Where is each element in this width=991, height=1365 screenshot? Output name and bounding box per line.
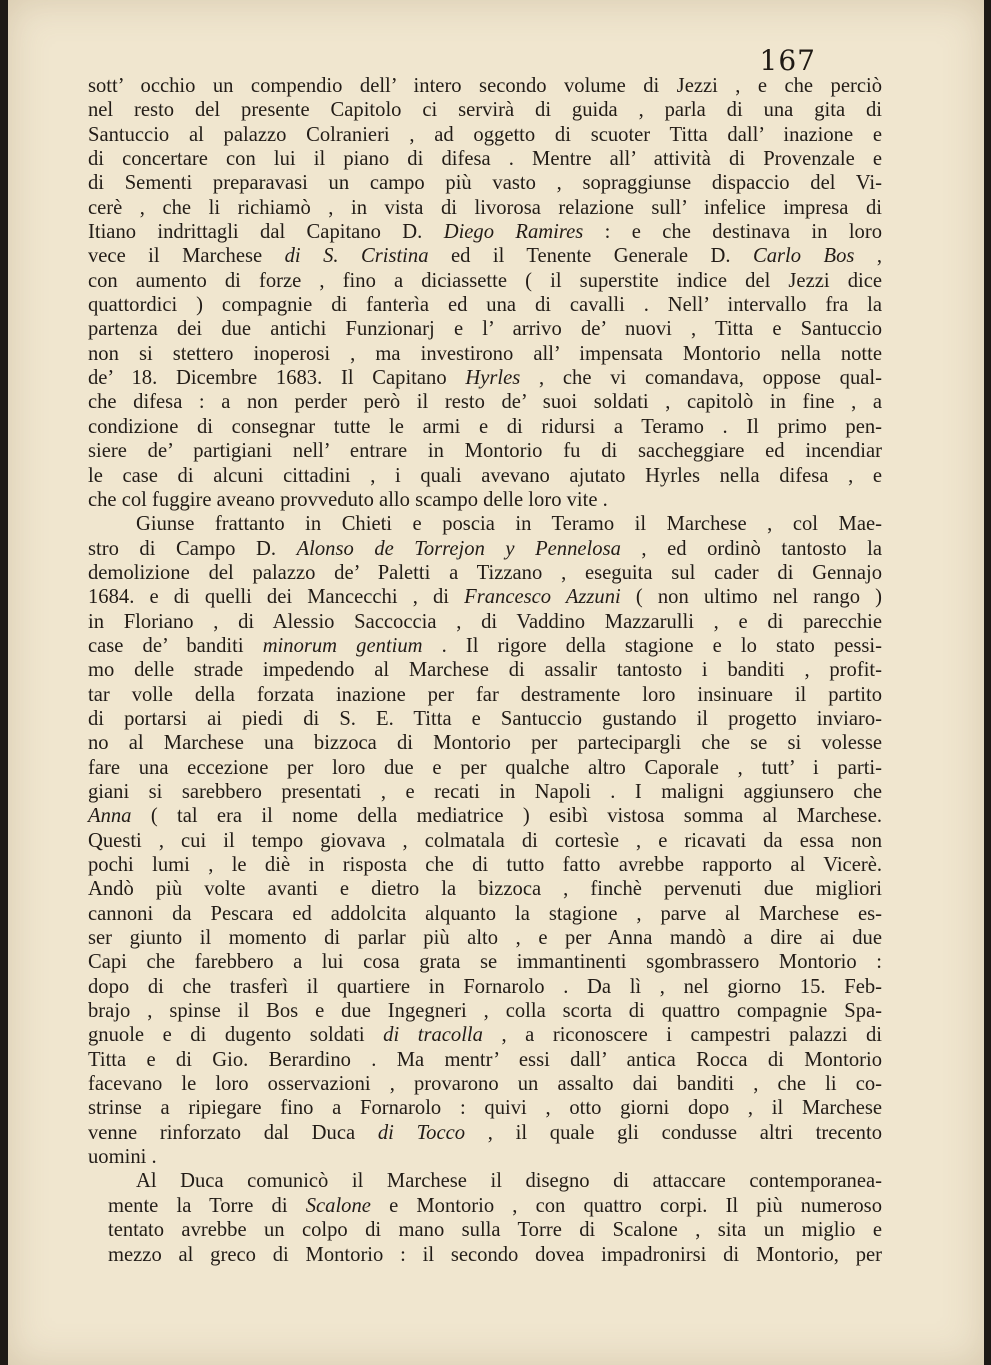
italic-name: Alonso de Torrejon y Pennelosa	[296, 537, 621, 560]
text-run: mezzo al greco di Montorio : il secondo dovea impadronirsi di Montorio, per	[108, 1243, 882, 1266]
text-line	[88, 780, 882, 804]
text-run: giani si sarebbero presentati , e recati in Napoli . I maligni aggiunsero che	[88, 780, 882, 803]
text-line	[88, 1145, 882, 1169]
text-line	[88, 123, 882, 147]
text-line	[88, 634, 882, 658]
text-run: sott’ occhio un compendio dell’ intero secondo volume di Jezzi , e che perciò	[88, 75, 882, 97]
text-line	[88, 415, 882, 439]
text-line	[88, 171, 882, 195]
text-run: cannoni da Pescara ed addolcita alquanto la stagione , parve al Marchese es-	[88, 902, 882, 925]
italic-name: Anna	[88, 805, 132, 828]
page-number: 167	[759, 44, 816, 77]
text-run: , a riconoscere i campestri palazzi di	[482, 1024, 883, 1047]
italic-name: Scalone	[305, 1194, 371, 1217]
text-run: no al Marchese una bizzoca di Montorio per parteciparglі che se si volesse	[88, 732, 882, 755]
text-run: che difesa : a non perder però il resto de’ suoi soldati , capitolò in fine , a	[88, 391, 882, 414]
text-line	[88, 707, 882, 731]
text-run: Andò più volte avanti e dietro la bizzoca , finchè pervenuti due migliori	[88, 878, 882, 901]
text-run: demolizione del palazzo de’ Paletti a Tizzano , eseguita sul cader di Gennajo	[88, 561, 882, 584]
text-run: gnuole e di dugento soldati	[88, 1024, 384, 1047]
italic-name: minorum gentium	[262, 634, 423, 657]
italic-name: Diego Ramires	[443, 221, 584, 244]
text-line	[88, 220, 882, 244]
text-line	[88, 804, 882, 828]
text-run: con aumento di forze , fino a diciassette ( il superstite indice del Jezzi dice	[88, 269, 882, 292]
text-run: le case di alcuni cittadini , i quali avevano ajutato Hyrles nella difesa , e	[88, 464, 882, 487]
text-line	[88, 1243, 882, 1267]
text-run: brajo , spinse il Bos e due Ingegneri , colla scorta di quattro compagnie Spa-	[88, 1000, 882, 1023]
text-line	[88, 512, 882, 536]
text-run: , il quale gli condusse altri trecento	[465, 1121, 882, 1144]
text-run: , che vi comandava, oppose qual-	[520, 367, 882, 390]
text-line	[88, 1121, 882, 1145]
text-run: in Floriano , di Alessio Saccoccia , di Vaddino Mazzarulli , e di parecchie	[88, 610, 882, 633]
text-line	[88, 756, 882, 780]
text-run: pochi lumi , le diè in risposta che di tutto fatto avrebbe rapporto al Vicerè.	[88, 854, 882, 876]
text-line	[88, 1096, 882, 1120]
text-line	[88, 1169, 882, 1193]
text-line	[88, 366, 882, 390]
text-run: Capi che farebbero a lui cosa grata se immantinenti sgombrassero Montorio :	[88, 951, 882, 974]
text-run: ser giunto il momento di parlar più alto , e per Anna mandò a dire ai due	[88, 927, 882, 950]
text-run: mo delle strade impedendo al Marchese di assalir tantosto i banditi , profit-	[88, 659, 882, 682]
text-run: , ed ordinò tantosto la	[620, 537, 883, 560]
italic-name: di tracolla	[383, 1024, 483, 1047]
text-run: . Il rigore della stagione e lo stato pessi-	[422, 634, 882, 657]
body-text	[88, 74, 882, 1267]
text-run: non si stettero inoperosi , ma investirono all’ impensata Montorio nella notte	[88, 342, 882, 365]
text-run: cerè , che li richiamò , in vista di livorosa relazione sull’ infelice impresa di	[88, 196, 882, 219]
text-line	[88, 902, 882, 926]
text-line	[88, 658, 882, 682]
text-run: e Montorio , con quattro corpi. Il più numeroso	[370, 1194, 882, 1217]
text-line	[88, 196, 882, 220]
text-line	[88, 439, 882, 463]
text-line	[88, 999, 882, 1023]
text-line	[88, 317, 882, 341]
text-run: venne rinforzato dal Duca	[88, 1121, 378, 1144]
text-run: case de’ banditi	[88, 634, 263, 657]
text-line	[88, 293, 882, 317]
text-line	[88, 244, 882, 268]
book-page	[8, 0, 984, 1365]
text-line	[88, 829, 882, 853]
italic-name: di Tocco	[377, 1121, 466, 1144]
text-run: di concertare con lui il piano di difesa . Mentre all’ attività di Provenzale e	[88, 148, 882, 171]
text-run: nel resto del presente Capitolo ci servirà di guida , parla di una gita di	[88, 99, 882, 122]
text-run: tentato avrebbe un colpo di mano sulla Torre di Scalone , sita un miglio e	[108, 1219, 882, 1242]
text-line	[88, 147, 882, 171]
text-run: 1684. e di quelli dei Mancecchi , di	[88, 586, 465, 609]
text-run: partenza dei due antichi Funzionarj e l’ arrivo de’ nuovi , Titta e Santuccio	[88, 318, 882, 341]
italic-name: di S. Cristina	[284, 245, 429, 268]
text-run: Questi , cui il tempo giovava , colmatala di cortesìe , e ricavati da essa non	[88, 829, 882, 852]
text-line	[88, 537, 882, 561]
text-line	[88, 683, 882, 707]
text-run: mente la Torre di	[108, 1194, 306, 1217]
text-line	[88, 1218, 882, 1242]
text-run: Al Duca comunicò il Marchese il disegno di attaccare contemporanea-	[136, 1170, 882, 1193]
text-line	[88, 950, 882, 974]
text-run: facevano le loro osservazioni , provarono un assalto dai banditi , che li co-	[88, 1073, 882, 1096]
text-line	[88, 610, 882, 634]
text-run: Itiano indrittagli dal Capitano D.	[88, 221, 444, 244]
text-line	[88, 731, 882, 755]
text-line	[88, 926, 882, 950]
text-line	[88, 975, 882, 999]
text-run: fare una eccezione per loro due e per qualche altro Caporale , tutt’ i parti-	[88, 756, 882, 779]
text-line	[88, 488, 882, 512]
text-line	[88, 877, 882, 901]
text-run: condizione di consegnar tutte le armi e di ridursi a Teramo . Il primo pen-	[88, 415, 882, 438]
text-line	[88, 1023, 882, 1047]
text-run: Giunse frattanto in Chieti e poscia in Teramo il Marchese , col Mae-	[136, 513, 882, 536]
text-run: di portarsi ai piedi di S. E. Titta e Santuccio gustando il progetto inviaro-	[88, 707, 882, 730]
text-run: stro di Campo D.	[88, 537, 297, 560]
text-run: Santuccio al palazzo Colranieri , ad oggetto di scuoter Titta dall’ inazione e	[88, 123, 882, 146]
text-line	[88, 585, 882, 609]
text-line	[88, 269, 882, 293]
text-run: quattordici ) compagnie di fanterìa ed una di cavalli . Nell’ intervallo fra la	[88, 294, 882, 317]
text-run: ed il Tenente Generale D.	[428, 245, 753, 268]
text-run: ( non ultimo nel rango )	[620, 586, 882, 609]
text-line	[88, 853, 882, 877]
text-run: dopo di che trasferì il quartiere in Fornarolo . Da lì , nel giorno 15. Feb-	[88, 975, 882, 998]
italic-name: Francesco Azzuni	[464, 586, 621, 609]
text-run: ( tal era il nome della mediatrice ) esibì vistosa somma al Marchese.	[131, 805, 882, 828]
text-line	[88, 561, 882, 585]
italic-name: Carlo Bos	[752, 245, 855, 268]
italic-name: Hyrles	[465, 367, 521, 390]
text-line	[88, 74, 882, 98]
text-line	[88, 1072, 882, 1096]
text-run: uomini .	[88, 1146, 157, 1169]
text-line	[88, 390, 882, 414]
text-run: strinse a ripiegare fino a Fornarolo : quivi , otto giorni dopo , il Marchese	[88, 1097, 882, 1120]
text-run: che col fuggire aveano provveduto allo scampo delle loro vite .	[88, 488, 608, 511]
text-run: Titta e di Gio. Berardino . Ma mentr’ essi dall’ antica Rocca di Montorio	[88, 1048, 882, 1071]
text-run: tar volle della forzata inazione per far destramente loro insinuare il partito	[88, 683, 882, 706]
text-line	[88, 1048, 882, 1072]
text-line	[88, 98, 882, 122]
text-run: : e che destinava in loro	[583, 221, 882, 244]
text-run: ,	[854, 245, 882, 268]
text-line	[88, 464, 882, 488]
text-run: di Sementi preparavasi un campo più vasto , sopraggiunse dispaccio del Vi-	[88, 172, 882, 195]
text-run: siere de’ partigiani nell’ entrare in Montorio fu di saccheggiare ed incendiar	[88, 440, 882, 463]
text-line	[88, 342, 882, 366]
text-run: vece il Marchese	[88, 245, 285, 268]
text-run: de’ 18. Dicembre 1683. Il Capitano	[88, 367, 466, 390]
text-line	[88, 1194, 882, 1218]
